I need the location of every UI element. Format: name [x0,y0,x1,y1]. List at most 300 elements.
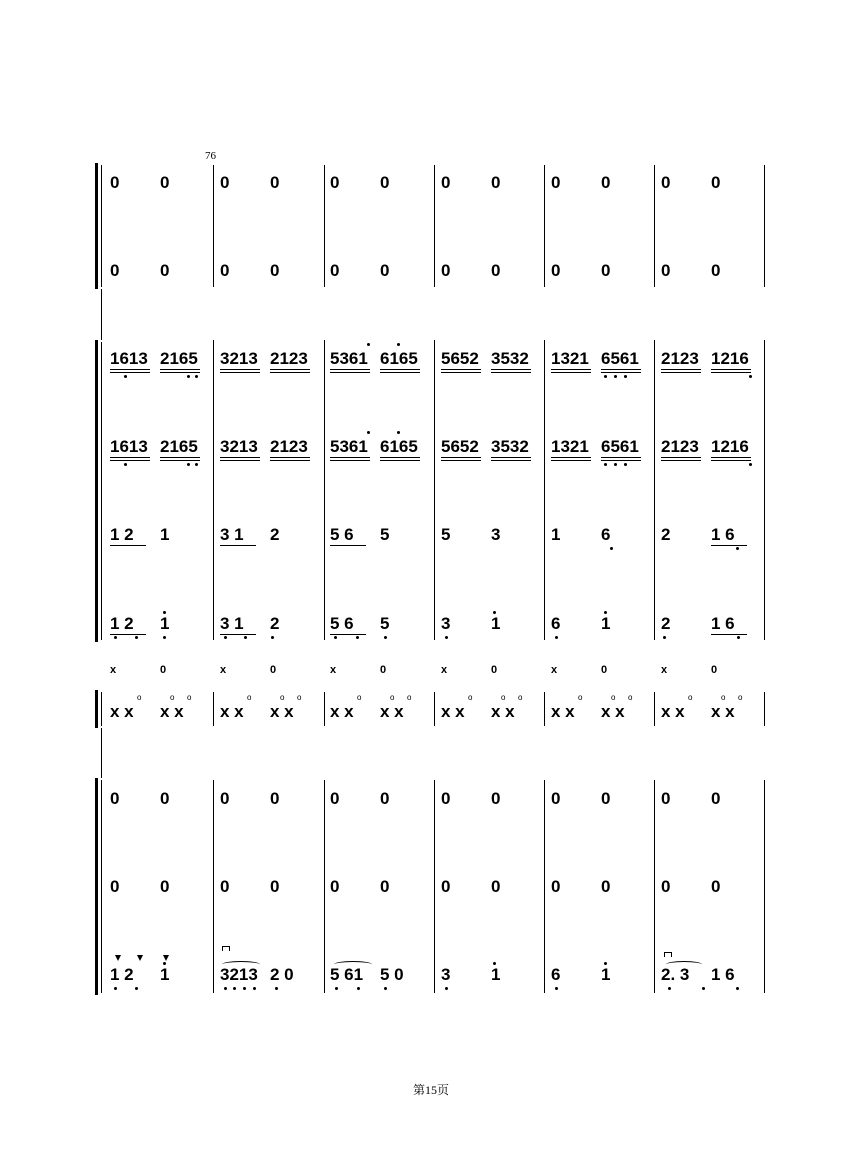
row7-note: x [110,664,117,676]
accent-mark [163,955,169,961]
row11-note: 2 0 [270,965,294,984]
row2-note: 0 [441,261,451,280]
underline [160,369,200,370]
octave-dot [334,636,337,639]
row7-note: x [220,664,227,676]
underline [491,372,531,373]
row1-note: 0 [270,173,280,192]
row7-note: 0 [711,664,718,676]
row6-note: 1 6 [711,614,735,633]
barline [213,165,214,287]
system-bracket-2 [95,340,98,642]
row7-note: x [330,664,337,676]
down-bow-mark [664,952,672,957]
row2-note: 0 [711,261,721,280]
barline [324,692,325,726]
barline [434,165,435,287]
row2-note: 0 [220,261,230,280]
row6-note: 3 [441,614,451,633]
underline [491,369,531,370]
row7-note: x [551,664,558,676]
row1-note: 0 [551,173,561,192]
octave-dot [195,463,198,466]
row1-note: 0 [601,173,611,192]
underline [220,460,260,461]
octave-dot [224,636,227,639]
octave-dot [335,987,338,990]
row8-note: x x [441,702,465,721]
barline [213,340,214,640]
octave-dot [749,375,752,378]
octave-dot [367,343,370,346]
underline [601,369,641,370]
underline [441,369,481,370]
underline [270,457,310,458]
row4-note: 1321 [551,437,589,456]
system-bracket-4-line [101,780,102,993]
row9-note: 0 [441,789,451,808]
row5-note: 1 2 [110,525,134,544]
harmonic-mark: o [137,693,142,702]
row10-note: 0 [551,877,561,896]
barline [434,692,435,726]
octave-dot [445,987,448,990]
harmonic-mark: o [280,693,285,702]
row10-note: 0 [711,877,721,896]
row10-note: 0 [661,877,671,896]
octave-dot [493,962,496,965]
octave-dot [397,343,400,346]
underline [441,457,481,458]
octave-dot [357,987,360,990]
octave-dot [663,636,666,639]
row6-note: 1 2 [110,614,134,633]
underline [110,457,150,458]
barline [544,340,545,640]
row5-note: 1 [160,525,170,544]
accent-mark [137,955,143,961]
underline [441,372,481,373]
underline [110,460,150,461]
underline [330,634,366,635]
row4-note: 2123 [661,437,699,456]
row6-note: 1 [160,614,170,633]
row4-note: 3213 [220,437,258,456]
row9-note: 0 [330,789,340,808]
row8-note: x x [110,702,134,721]
row7-note: x [441,664,448,676]
harmonic-mark: o [390,693,395,702]
row11-note: 1 [160,965,170,984]
barline [544,692,545,726]
row3-note: 3213 [220,349,258,368]
underline [711,372,751,373]
row11-note: 1 [601,965,611,984]
down-bow-mark [222,946,230,951]
harmonic-mark: o [187,693,192,702]
row2-note: 0 [110,261,120,280]
underline [661,457,701,458]
system-bracket-2-line [101,342,102,640]
underline [551,460,591,461]
row3-note: 1216 [711,349,749,368]
row7-note: 0 [491,664,498,676]
octave-dot [384,987,387,990]
row2-note: 0 [601,261,611,280]
harmonic-mark: o [578,693,583,702]
system-bracket-3-line [101,692,102,726]
barline [654,780,655,993]
row5-note: 1 6 [711,525,735,544]
octave-dot [493,611,496,614]
row11-note: 3 [441,965,451,984]
row6-note: 1 [491,614,501,633]
underline [661,369,701,370]
harmonic-mark: o [357,693,362,702]
octave-dot [736,547,739,550]
barline [324,780,325,993]
octave-dot [124,463,127,466]
row1-note: 0 [160,173,170,192]
underline [380,460,420,461]
row3-note: 1613 [110,349,148,368]
row10-note: 0 [220,877,230,896]
row5-note: 3 [491,525,501,544]
row11-note: 1 6 [711,965,735,984]
underline [551,457,591,458]
underline [160,457,200,458]
underline [220,457,260,458]
row1-note: 0 [330,173,340,192]
row8-note: x x [330,702,354,721]
row5-note: 3 1 [220,525,244,544]
row2-note: 0 [661,261,671,280]
octave-dot [397,431,400,434]
octave-dot [555,636,558,639]
row9-note: 0 [711,789,721,808]
row6-note: 2 [661,614,671,633]
row8-note: x x [661,702,685,721]
barline [213,780,214,993]
underline [380,369,420,370]
octave-dot [135,987,138,990]
underline [220,545,256,546]
octave-dot [614,375,617,378]
harmonic-mark: o [247,693,252,702]
octave-dot [736,987,739,990]
octave-dot [624,375,627,378]
octave-dot [367,431,370,434]
row1-note: 0 [220,173,230,192]
barline [213,692,214,726]
measure-number: 76 [205,150,216,162]
row10-note: 0 [330,877,340,896]
octave-dot [668,987,671,990]
underline [160,372,200,373]
row3-note: 6165 [380,349,418,368]
underline [220,369,260,370]
row1-note: 0 [441,173,451,192]
row3-note: 2165 [160,349,198,368]
row8-note: x x [711,702,735,721]
row3-note: 6561 [601,349,639,368]
row3-note: 2123 [661,349,699,368]
barline [324,165,325,287]
barline [764,780,765,993]
octave-dot [114,987,117,990]
octave-dot [135,636,138,639]
row8-note: x x [220,702,244,721]
system-bracket-4 [95,778,98,995]
row1-note: 0 [711,173,721,192]
octave-dot [224,987,227,990]
octave-dot [243,987,246,990]
octave-dot [163,962,166,965]
harmonic-mark: o [468,693,473,702]
row10-note: 0 [160,877,170,896]
octave-dot [244,636,247,639]
row10-note: 0 [270,877,280,896]
octave-dot [195,375,198,378]
row4-note: 1216 [711,437,749,456]
octave-dot [737,636,740,639]
underline [270,460,310,461]
system-bracket-3 [95,690,98,728]
row6-note: 1 [601,614,611,633]
underline [380,372,420,373]
underline [330,372,370,373]
row4-note: 5361 [330,437,368,456]
row5-note: 2 [270,525,280,544]
octave-dot [253,987,256,990]
harmonic-mark: o [611,693,616,702]
underline [110,369,150,370]
row10-note: 0 [380,877,390,896]
row9-note: 0 [491,789,501,808]
row2-note: 0 [330,261,340,280]
row3-note: 3532 [491,349,529,368]
barline [654,340,655,640]
harmonic-mark: o [721,693,726,702]
row6-note: 5 [380,614,390,633]
underline [491,457,531,458]
row4-note: 3532 [491,437,529,456]
row9-note: 0 [110,789,120,808]
octave-dot [604,962,607,965]
underline [661,460,701,461]
row2-note: 0 [551,261,561,280]
octave-dot [749,463,752,466]
system-bracket-1 [95,163,98,289]
octave-dot [624,463,627,466]
row5-note: 5 [380,525,390,544]
row9-note: 0 [601,789,611,808]
octave-dot [702,987,705,990]
row6-note: 6 [551,614,561,633]
underline [711,634,747,635]
row11-note: 5 61 [330,965,364,984]
row7-note: 0 [601,664,608,676]
underline [160,460,200,461]
row5-note: 1 [551,525,561,544]
octave-dot [384,636,387,639]
underline [441,460,481,461]
underline [110,545,146,546]
row2-note: 0 [270,261,280,280]
barline [654,165,655,287]
underline [601,460,641,461]
row5-note: 5 [441,525,451,544]
row3-note: 5652 [441,349,479,368]
underline [601,372,641,373]
row11-note: 2. 3 [661,965,690,984]
row7-note: 0 [380,664,387,676]
slur [222,961,260,968]
underline [270,369,310,370]
group-connector-line [101,289,102,340]
harmonic-mark: o [501,693,506,702]
barline [764,165,765,287]
row10-note: 0 [110,877,120,896]
row3-note: 5361 [330,349,368,368]
underline [330,457,370,458]
octave-dot [604,375,607,378]
row1-note: 0 [380,173,390,192]
underline [220,372,260,373]
row1-note: 0 [110,173,120,192]
row4-note: 1613 [110,437,148,456]
octave-dot [614,463,617,466]
row6-note: 2 [270,614,280,633]
octave-dot [555,987,558,990]
row2-note: 0 [160,261,170,280]
octave-dot [271,636,274,639]
underline [711,369,751,370]
underline [380,457,420,458]
barline [654,692,655,726]
underline [551,369,591,370]
barline [764,692,765,726]
row9-note: 0 [220,789,230,808]
octave-dot [610,547,613,550]
row8-note: x x [380,702,404,721]
row7-note: 0 [160,664,167,676]
row11-note: 1 [491,965,501,984]
accent-mark [115,955,121,961]
underline [711,460,751,461]
barline [544,165,545,287]
octave-dot [275,987,278,990]
row2-note: 0 [491,261,501,280]
group-connector-line [101,728,102,778]
barline [544,780,545,993]
underline [711,545,747,546]
row9-note: 0 [661,789,671,808]
row4-note: 6561 [601,437,639,456]
row9-note: 0 [551,789,561,808]
octave-dot [163,611,166,614]
barline [434,340,435,640]
octave-dot [356,636,359,639]
harmonic-mark: o [738,693,743,702]
row5-note: 2 [661,525,671,544]
underline [110,634,146,635]
row8-note: x x [491,702,515,721]
row3-note: 1321 [551,349,589,368]
row6-note: 3 1 [220,614,244,633]
underline [270,372,310,373]
harmonic-mark: o [170,693,175,702]
harmonic-mark: o [407,693,412,702]
row7-note: 0 [270,664,277,676]
row4-note: 2165 [160,437,198,456]
row1-note: 0 [661,173,671,192]
row10-note: 0 [601,877,611,896]
underline [551,372,591,373]
underline [330,369,370,370]
underline [330,545,366,546]
octave-dot [124,375,127,378]
barline [324,340,325,640]
harmonic-mark: o [297,693,302,702]
slur [334,961,372,968]
row4-note: 6165 [380,437,418,456]
row11-note: 6 [551,965,561,984]
underline [330,460,370,461]
barline [764,340,765,640]
row9-note: 0 [270,789,280,808]
system-bracket-1-line [101,165,102,287]
octave-dot [187,375,190,378]
row2-note: 0 [380,261,390,280]
row9-note: 0 [160,789,170,808]
page-number: 第15页 [412,1083,449,1097]
underline [601,457,641,458]
slur [666,961,702,968]
row9-note: 0 [380,789,390,808]
octave-dot [604,463,607,466]
underline [661,372,701,373]
octave-dot [163,636,166,639]
row11-note: 1 2 [110,965,134,984]
row8-note: x x [270,702,294,721]
octave-dot [187,463,190,466]
row5-note: 5 6 [330,525,354,544]
octave-dot [114,636,117,639]
underline [220,634,256,635]
row4-note: 2123 [270,437,308,456]
underline [711,457,751,458]
harmonic-mark: o [688,693,693,702]
row10-note: 0 [441,877,451,896]
row11-note: 3213 [220,965,258,984]
row3-note: 2123 [270,349,308,368]
row8-note: x x [601,702,625,721]
octave-dot [445,636,448,639]
row11-note: 5 0 [380,965,404,984]
row8-note: x x [160,702,184,721]
row7-note: x [661,664,668,676]
row5-note: 6 [601,525,611,544]
barline [434,780,435,993]
underline [110,372,150,373]
row6-note: 5 6 [330,614,354,633]
octave-dot [233,987,236,990]
harmonic-mark: o [628,693,633,702]
row1-note: 0 [491,173,501,192]
underline [491,460,531,461]
row4-note: 5652 [441,437,479,456]
